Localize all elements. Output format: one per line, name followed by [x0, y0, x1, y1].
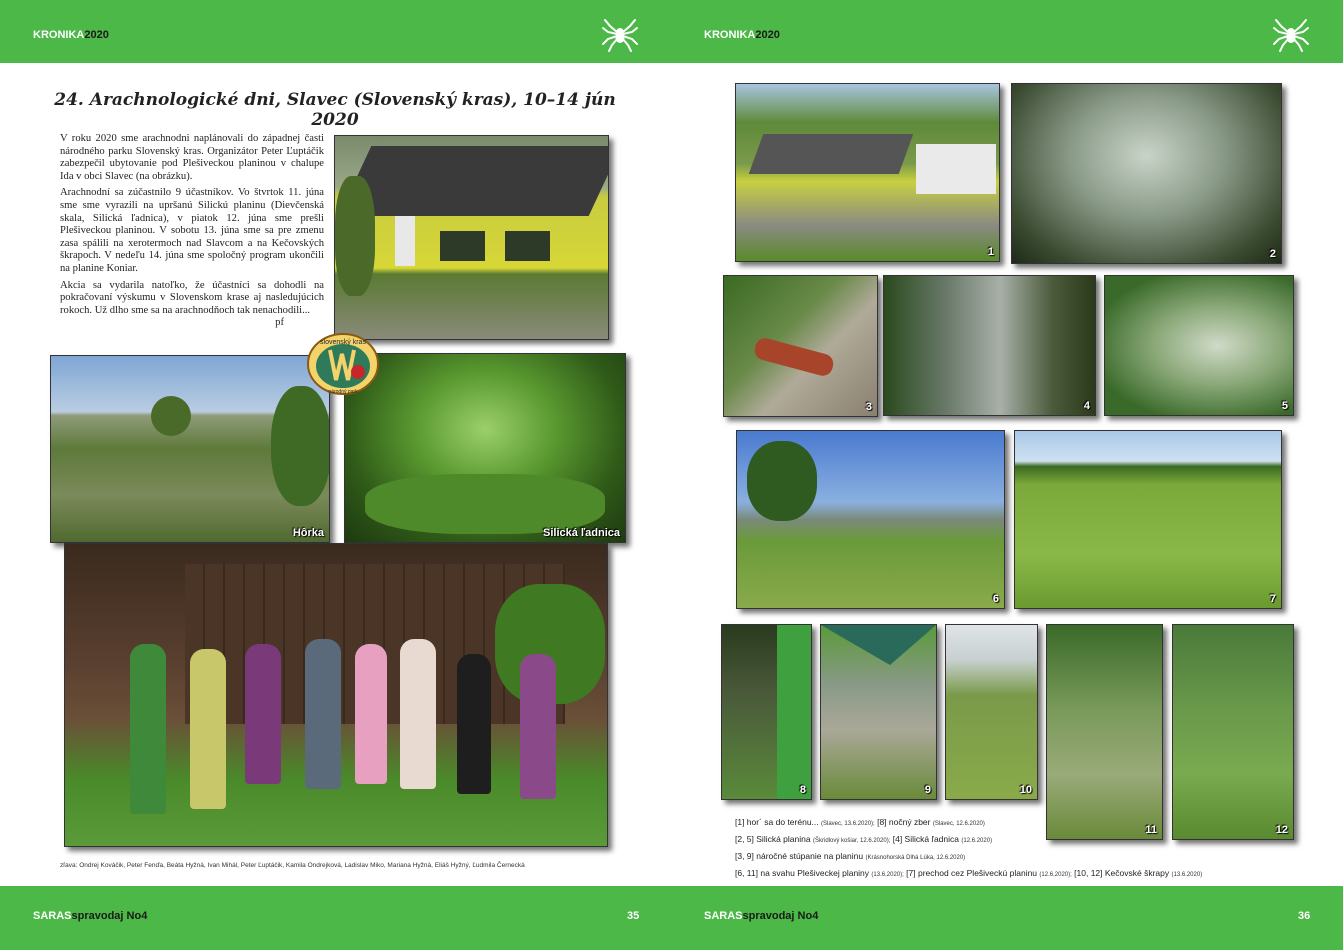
header-left	[33, 29, 109, 41]
photo-number: 9	[924, 784, 931, 796]
legend-text: [1] hor´ sa do terénu...	[735, 817, 819, 827]
photo-label: Hôrka	[292, 527, 324, 539]
photo-number: 1	[987, 246, 994, 258]
photo-6	[736, 430, 1005, 609]
photo-number: 10	[1019, 784, 1032, 796]
photo-1	[735, 83, 1000, 262]
photo-4	[883, 275, 1096, 416]
spider-icon	[600, 14, 640, 54]
badge-text-top: slovenský kras	[320, 339, 366, 346]
legend-small: (Krásnohorská Dlhá Lúka, 12.6.2020)	[865, 855, 966, 861]
legend-text: [7] prechod cez Plešiveckú planinu	[906, 868, 1038, 878]
article-title: 24. Arachnologické dni, Slavec (Slovenský kras), 10–14 jún 2020	[54, 90, 616, 130]
photo-legend	[735, 815, 1202, 883]
photo-number: 7	[1269, 593, 1276, 605]
legend-small: (12.6.2020)	[961, 838, 993, 844]
photo-number: 4	[1083, 400, 1090, 412]
photo-number: 12	[1275, 824, 1288, 836]
group-photo	[64, 543, 608, 847]
photo-7	[1014, 430, 1282, 609]
footer-left	[33, 910, 147, 922]
footer-saras: SARAS	[33, 910, 72, 922]
horka-photo	[50, 355, 330, 543]
paragraph: Arachnodní sa zúčastnilo 9 účastníkov. Vo štvrtok 11. júna sme sme vyrazili na upršanú Silickú planinu (Dievčenská skala, Silická ľadnica), v piatok 12. júna sme prešli Plešiveckou planinou. V sobotu 13. júna sme sa pre zmenu zasa spálili na xerotermoch nad Slavcom a na Kečovských škrapoch. V nedeľu 14. júna sme spoločný program ukončili na planine Koniar.	[60, 187, 324, 274]
legend-small: (12.6.2020);	[1039, 872, 1072, 878]
legend-line	[735, 866, 1202, 883]
photo-number: 3	[865, 401, 872, 413]
legend-text: [10, 12] Kečovské škrapy	[1074, 868, 1170, 878]
legend-small: (Slavec, 12.6.2020)	[932, 821, 985, 827]
legend-line	[735, 815, 1202, 832]
photo-number: 6	[992, 593, 999, 605]
photo-8	[721, 624, 812, 800]
photo-12	[1172, 624, 1294, 840]
header-year: 2020	[84, 29, 109, 41]
header-year: 2020	[755, 29, 780, 41]
legend-small: (Škridlový košiar, 12.6.2020);	[812, 838, 891, 844]
photo-label: Silická ľadnica	[543, 527, 620, 539]
photo-number: 2	[1269, 248, 1276, 260]
photo-2	[1011, 83, 1282, 264]
legend-small: (13.6.2020)	[1171, 872, 1203, 878]
legend-small: (13.6.2020);	[871, 872, 904, 878]
footer-sub: spravodaj No4	[71, 910, 148, 922]
photo-number: 8	[799, 784, 806, 796]
photo-10	[945, 624, 1038, 800]
legend-small: (Slavec, 13.6.2020);	[821, 821, 875, 827]
paragraph	[60, 279, 324, 329]
header-kronika: KRONIKA	[704, 29, 756, 41]
badge-text-bottom: národný park	[328, 389, 358, 395]
header-right	[704, 29, 780, 41]
header-band	[0, 0, 1343, 63]
photo-11	[1046, 624, 1163, 840]
photo-5	[1104, 275, 1294, 416]
photo-9	[820, 624, 937, 800]
footer-right	[704, 910, 818, 922]
legend-line	[735, 832, 1202, 849]
spider-icon	[1271, 14, 1311, 54]
legend-line	[735, 849, 1202, 866]
house-photo	[334, 135, 609, 340]
legend-text: [2, 5] Silická planina	[735, 834, 811, 844]
page-number-right: 36	[1298, 910, 1311, 922]
silicka-photo	[344, 353, 626, 543]
national-park-badge	[306, 332, 380, 396]
paragraph: V roku 2020 sme arachnodni naplánovali do západnej časti národného parku Slovenský kras. Organizátor Peter Ľuptáčik zabezpečil ubytovanie pod Plešiveckou planinou v chalupe Ida v obci Slavec (na obrázku).	[60, 133, 324, 182]
footer-saras: SARAS	[704, 910, 743, 922]
group-caption: zľava: Ondrej Kováčik, Peter Fenďa, Beáta Hyžná, Ivan Mihál, Peter Ľuptáčik, Kamila Ondrejková, Ladislav Miko, Mariana Hyžná, Eliáš Hyžný, Ľudmila Černecká	[60, 862, 525, 869]
legend-text: [3, 9] náročné stúpanie na planinu	[735, 851, 864, 861]
legend-text: [8] nočný zber	[877, 817, 931, 827]
legend-text: [4] Silická ľadnica	[892, 834, 959, 844]
footer-sub: spravodaj No4	[742, 910, 819, 922]
photo-number: 11	[1145, 824, 1157, 836]
article-body	[60, 133, 324, 330]
photo-3	[723, 275, 878, 417]
page-number-left: 35	[627, 910, 640, 922]
paragraph-text: Akcia sa vydarila natoľko, že účastníci sa dohodli na pokračovaní výskumu v Slovenskom krase aj nasledujúcich rokoch. Už dlho sme sa na arachnodňoch tak nenachodili...	[60, 279, 324, 316]
legend-text: [6, 11] na svahu Plešiveckej planiny	[735, 868, 870, 878]
header-kronika: KRONIKA	[33, 29, 85, 41]
footer-band	[0, 886, 1343, 950]
signature: pf	[275, 317, 284, 329]
photo-number: 5	[1281, 400, 1288, 412]
